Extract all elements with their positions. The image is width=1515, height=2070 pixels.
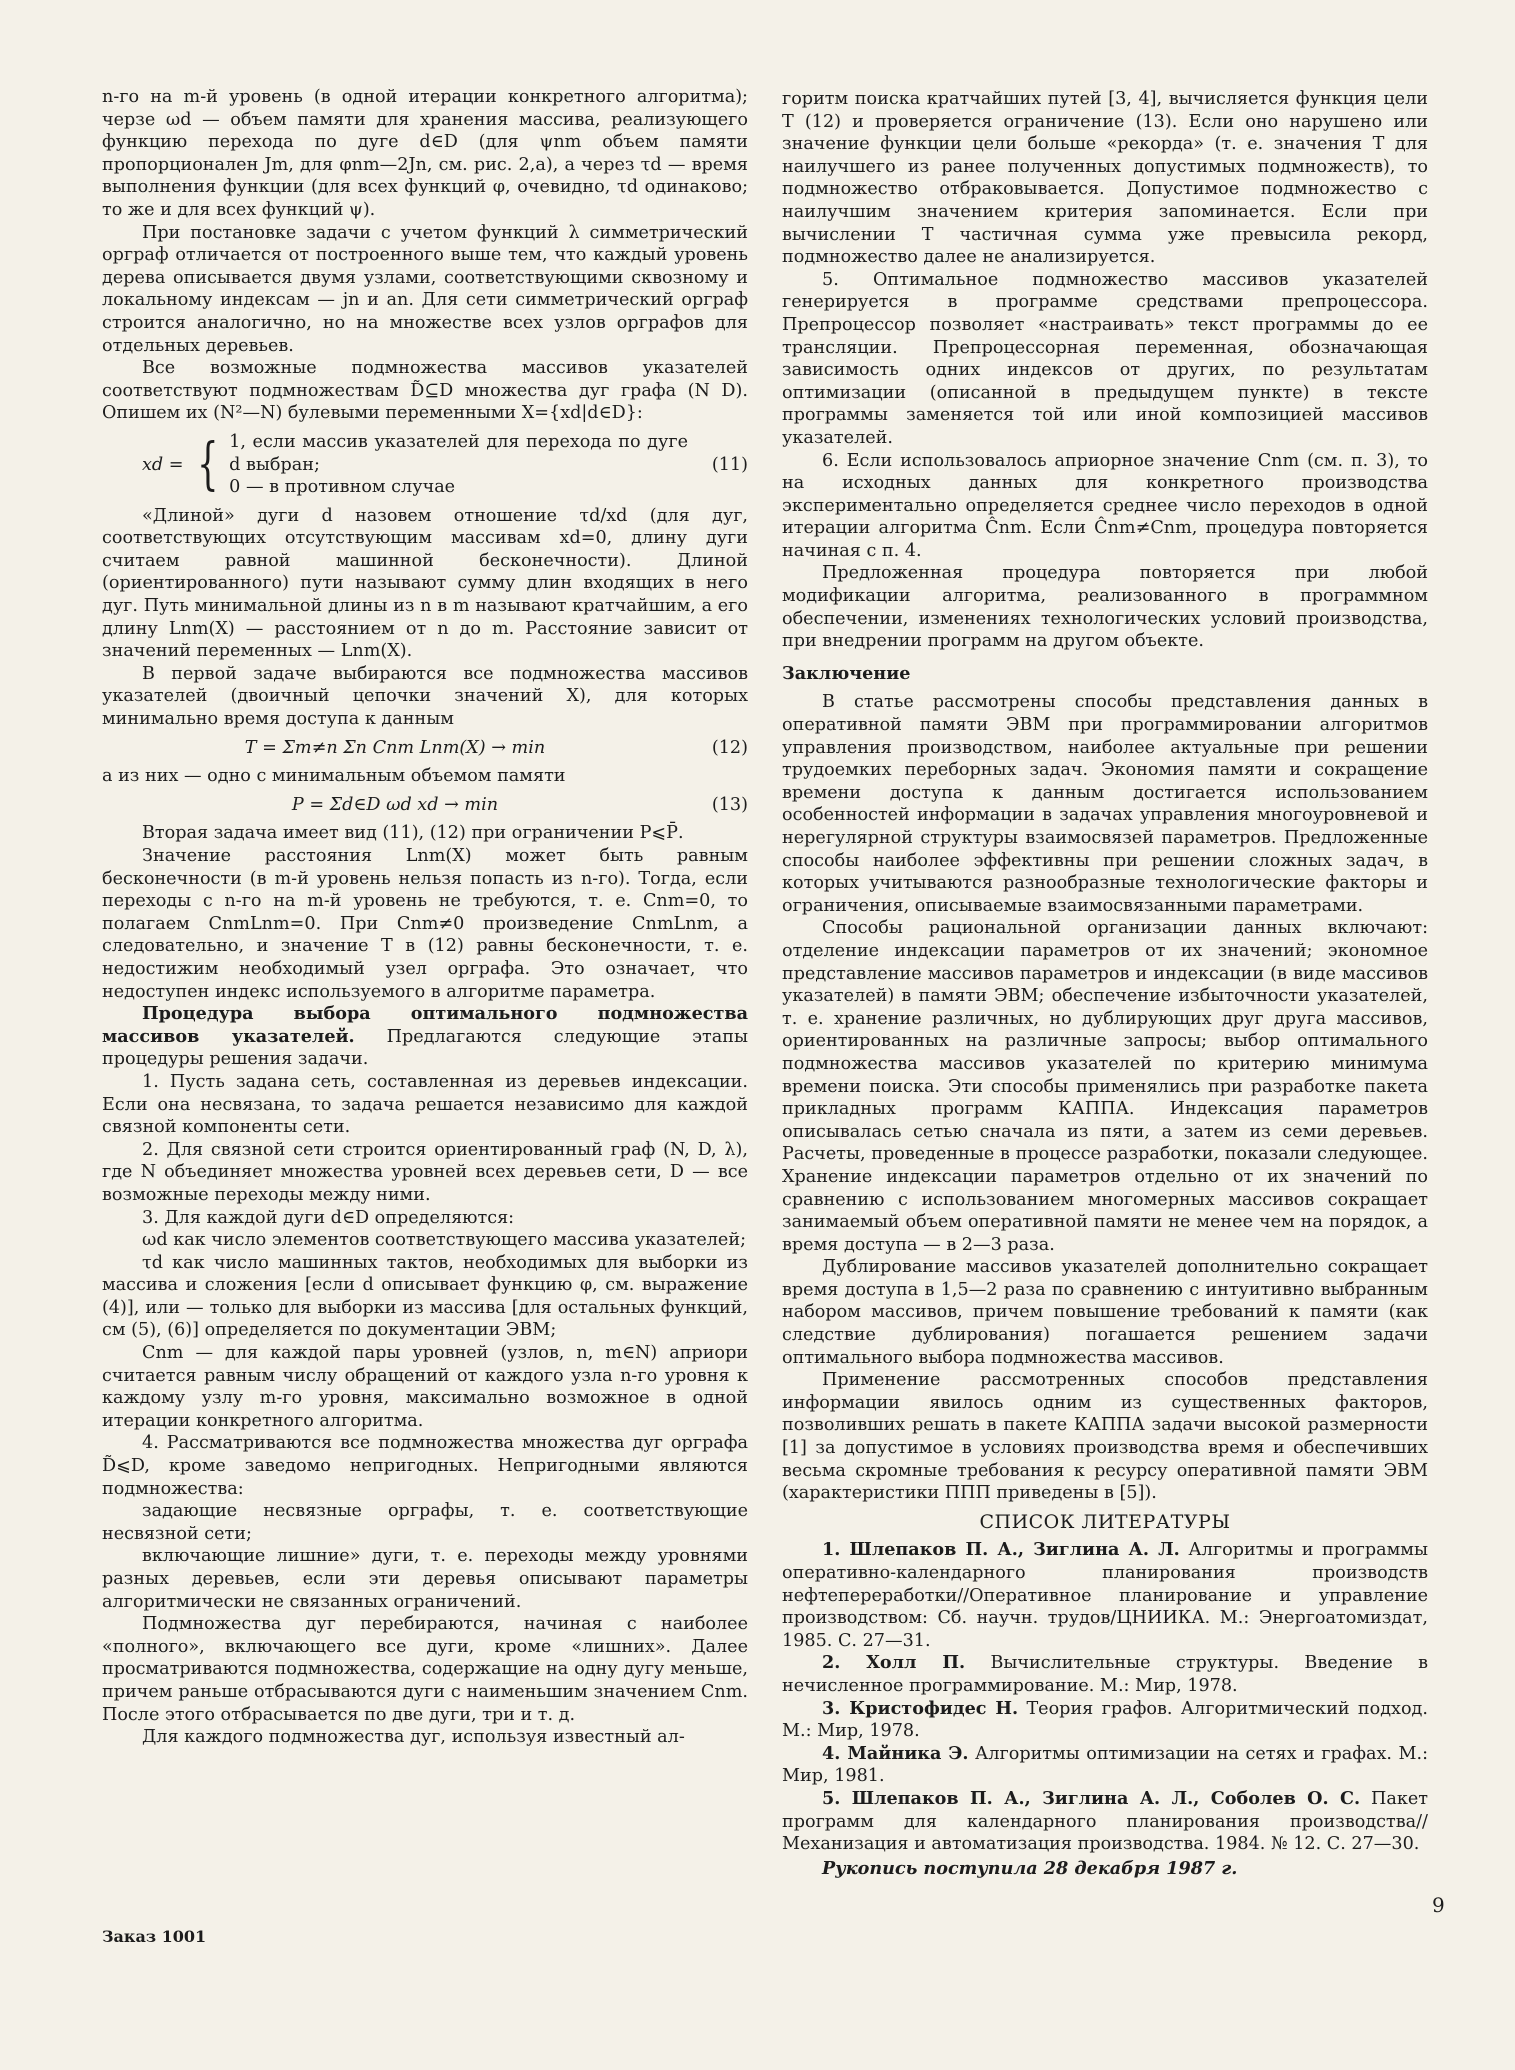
reference-authors: 1. Шлепаков П. А., Зиглина А. Л.	[822, 1539, 1180, 1561]
reference-authors: 2. Холл П.	[822, 1652, 966, 1674]
paragraph: «Длиной» дуги d назовем отношение τd/xd (для дуг, соответствующих отсутствующим массивам xd=0, длину дуги считаем равной машинной бесконечности). Длиной (ориентированного) пути называют сумму длин входящих в него дуг. Путь минимальной длины из n в m называют кратчайшим, а его длину Lnm(X) — расстоянием от n до m. Расстояние зависит от значений переменных — Lnm(X).	[102, 505, 748, 662]
reference-item	[782, 1743, 1428, 1788]
reference-item	[782, 1698, 1428, 1743]
conclusion-heading: Заключение	[782, 662, 911, 684]
step-4: 4. Рассматриваются все подмножества множества дуг орграфа D̃⩽D, кроме заведомо непригодных. Непригодными являются подмножества:	[102, 1433, 748, 1499]
brace: {	[196, 431, 219, 497]
step-5: 5. Оптимальное подмножество массивов указателей генерируется в программе средствами препроцессора. Препроцессор позволяет «настраивать» текст программы до ее трансляции. Препроцессорная переменная, обозначающая зависимость одних индексов от других, по результатам оптимизации (описанной в предыдущем пункте) в тексте программы заменяется той или иной композицией массивов указателей.	[782, 269, 1428, 448]
equation-cases	[229, 431, 688, 499]
paragraph: Применение рассмотренных способов представления информации явилось одним из существенных факторов, позволивших решать в пакете КАППА задачи высокой размерности [1] за допустимое в условиях производства время и обеспечивших весьма скромные требования к ресурсу оперативной памяти ЭВМ (характеристики ППП приведены в [5]).	[782, 1370, 1428, 1504]
step-2: 2. Для связной сети строится ориентированный граф (N, D, λ), где N объединяет множества уровней всех деревьев сети, D — все возможные переходы между ними.	[102, 1139, 748, 1205]
reference-text: Алгоритмы оптимизации на сетях и графах. М.: Мир, 1981.	[782, 1743, 1428, 1787]
step-3c: Cnm — для каждой пары уровней (узлов, n, m∈N) априори считается равным числу обращений от каждого узла n-го уровня к каждому узлу m-го уровня, максимально возможное в одной итерации конкретного алгоритма.	[102, 1343, 748, 1431]
section-text: Предлагаются следующие этапы процедуры решения задачи.	[102, 1026, 748, 1070]
reference-item	[782, 1539, 1428, 1652]
page-number: 9	[1432, 1893, 1445, 1917]
equation-body: P = Σd∈D ωd xd → min	[291, 794, 499, 815]
paragraph: При постановке задачи с учетом функций λ симметрический орграф отличается от построенного выше тем, что каждый уровень дерева описывается двумя узлами, соответствующими сквозному и локальному индексам — jn и an. Для сети симметрический орграф строится аналогично, но на множестве всех узлов орграфов для отдельных деревьев.	[102, 222, 748, 356]
case-2: 0 — в противном случае	[229, 477, 456, 498]
step-6: 6. Если использовалось априорное значение Cnm (см. п. 3), то на исходных данных для конкретного производства экспериментально определяется среднее число переходов в одной итерации алгоритма Ĉnm. Если Ĉnm≠Cnm, процедура повторяется начиная с п. 4.	[782, 450, 1428, 561]
equation-number: (12)	[711, 737, 748, 758]
reference-item	[782, 1788, 1428, 1856]
equation-lhs: xd =	[142, 454, 184, 475]
paragraph: В первой задаче выбираются все подмножества массивов указателей (двоичный цепочки значений X), для которых минимально время доступа к данным	[102, 663, 748, 730]
step-3: 3. Для каждой дуги d∈D определяются:	[142, 1207, 515, 1228]
references-heading: СПИСОК ЛИТЕРАТУРЫ	[979, 1510, 1231, 1533]
equation-11	[102, 431, 748, 499]
paragraph: Дублирование массивов указателей дополнительно сокращает время доступа в 1,5—2 раза по сравнению с интуитивно выбранным набором массивов, причем повышение требований к памяти (как следствие дублирования) погашается решением задачи оптимального выбора подмножества массивов.	[782, 1257, 1428, 1368]
paragraph: горитм поиска кратчайших путей [3, 4], вычисляется функция цели T (12) и проверяется ограничение (13). Если оно нарушено или значение функции цели больше «рекорда» (т. е. значения T для наилучшего из ранее полученных допустимых подмножеств), то подмножество отбраковывается. Допустимое подмножество с наилучшим значением критерия запоминается. Если при вычислении T частичная сумма уже превысила рекорд, подмножество далее не анализируется.	[782, 89, 1428, 268]
step-4a: задающие несвязные орграфы, т. е. соответствующие несвязной сети;	[102, 1501, 748, 1544]
case-1: 1, если массив указателей для перехода по дуге d выбран;	[229, 431, 688, 475]
step-3b: τd как число машинных тактов, необходимых для выборки из массива и сложения [если d описывает функцию φ, см. выражение (4)], или — только для выборки из массива [для остальных функций, см (5), (6)] определяется по документации ЭВМ;	[102, 1252, 748, 1341]
reference-item	[782, 1652, 1428, 1697]
paragraph: Все возможные подмножества массивов указателей соответствуют подмножествам D̃⊆D множества дуг графа (N D). Опишем их (N²—N) булевыми переменными X={xd|d∈D}:	[102, 358, 748, 424]
step-3a: ωd как число элементов соответствующего массива указателей;	[142, 1230, 746, 1251]
step-4c: Подмножества дуг перебираются, начиная с наиболее «полного», включающего все дуги, кроме «лишних». Далее просматриваются подмножества, содержащие на одну дугу меньше, причем раньше отбрасываются дуги с наименьшим значением Cnm. После этого отбрасывается по две дуги, три и т. д.	[102, 1614, 748, 1725]
paragraph: а из них — одно с минимальным объемом памяти	[102, 766, 566, 787]
reference-authors: 3. Кристофидес Н.	[822, 1697, 1019, 1719]
equation-13	[102, 794, 748, 817]
equation-number: (13)	[711, 794, 748, 815]
paragraph: n-го на m-й уровень (в одной итерации конкретного алгоритма); черзе ωd — объем памяти для хранения массива, реализующего функцию перехода по дуге d∈D (для ψnm объем памяти пропорционален Jm, для φnm—2Jn, см. рис. 2,а), а через τd — время выполнения функции (для всех функций φ, очевидно, τd одинаково; то же и для всех функций ψ).	[102, 87, 748, 220]
equation-number: (11)	[711, 454, 748, 475]
reference-text: Вычислительные структуры. Введение в нечисленное программирование. М.: Мир, 1978.	[782, 1653, 1429, 1696]
reference-text: Алгоритмы и программы оперативно-календарного планирования производств нефтепереработки//Оперативное планирование и управление производством: Сб. научн. трудов/ЦНИИКА. М.: Энергоатомиздат, 1985. С. 27—31.	[782, 1540, 1428, 1651]
received-date: Рукопись поступила 28 декабря 1987 г.	[822, 1857, 1238, 1879]
equation-body: T = Σm≠n Σn Cnm Lnm(X) → min	[244, 737, 546, 758]
right-column	[782, 88, 1428, 1880]
step-1: 1. Пусть задана сеть, составленная из деревьев индексации. Если она несвязана, то задача решается независимо для каждой связной компоненты сети.	[102, 1071, 748, 1138]
paragraph: Предложенная процедура повторяется при любой модификации алгоритма, реализованного в программном обеспечении, изменениях технологических условий производства, при внедрении программ на другом объекте.	[782, 563, 1428, 652]
paragraph: В статье рассмотрены способы представления данных в оперативной памяти ЭВМ при программировании алгоритмов управления производством, наиболее актуальные при решении трудоемких переборных задач. Экономия памяти и сокращение времени доступа к данным достигается использованием особенностей информации в задачах управления многоуровневой и нерегулярной структуры взаимосвязей параметров. Предложенные способы наиболее эффективны при решении сложных задач, в которых учитываются разнообразные технологические факторы и ограничения, описываемые взаимосвязанными параметрами.	[782, 692, 1428, 916]
equation-12	[102, 737, 748, 760]
section-paragraph	[102, 1003, 748, 1071]
step-4b: включающие лишние» дуги, т. е. переходы между уровнями разных деревьев, если эти деревья описывают параметры алгоритмически не связанных ограничений.	[102, 1546, 748, 1612]
reference-authors: 4. Майника Э.	[822, 1742, 969, 1764]
paragraph: Значение расстояния Lnm(X) может быть равным бесконечности (в m-й уровень нельзя попасть из n-го). Тогда, если переходы с n-го на m-й уровень не требуются, т. е. Cnm=0, то полагаем CnmLnm=0. При Cnm≠0 произведение CnmLnm, а следовательно, и значение T в (12) равны бесконечности, т. е. недостижим необходимый узел орграфа. Это означает, что недоступен индекс используемого в алгоритме параметра.	[102, 846, 748, 1002]
reference-text: Пакет программ для календарного планирования производства//Механизация и автоматизация производства. 1984. № 12. С. 27—30.	[782, 1788, 1428, 1855]
step-4d: Для каждого подмножества дуг, используя известный ал-	[142, 1727, 685, 1748]
order-number: Заказ 1001	[102, 1927, 207, 1946]
paragraph: Способы рациональной организации данных включают: отделение индексации параметров от их значений; экономное представление массивов параметров и индексации (в виде массивов указателей) в памяти ЭВМ; обеспечение избыточности указателей, т. е. хранение различных, но дублирующих друг друга массивов, ориентированных на различные запросы; выбор оптимального подмножества массивов указателей по критерию минимума времени поиска. Эти способы применялись при разработке пакета прикладных программ КАППА. Индексация параметров описывалась сетью сначала из пяти, а затем из семи деревьев. Расчеты, проведенные в процессе разработки, показали следующее. Хранение индексации параметров отдельно от их значений по сравнению с использованием многомерных массивов сокращает занимаемый объем оперативной памяти не менее чем на порядок, а время доступа — в 2—3 раза.	[782, 918, 1428, 1255]
reference-text: Теория графов. Алгоритмический подход. М.: Мир, 1978.	[782, 1698, 1428, 1742]
section-title: Процедура выбора оптимального подмножества массивов указателей.	[102, 1003, 748, 1047]
paragraph: Вторая задача имеет вид (11), (12) при ограничении P⩽P̄.	[142, 823, 684, 844]
reference-authors: 5. Шлепаков П. А., Зиглина А. Л., Соболев О. С.	[822, 1787, 1361, 1809]
left-column	[102, 86, 748, 1749]
